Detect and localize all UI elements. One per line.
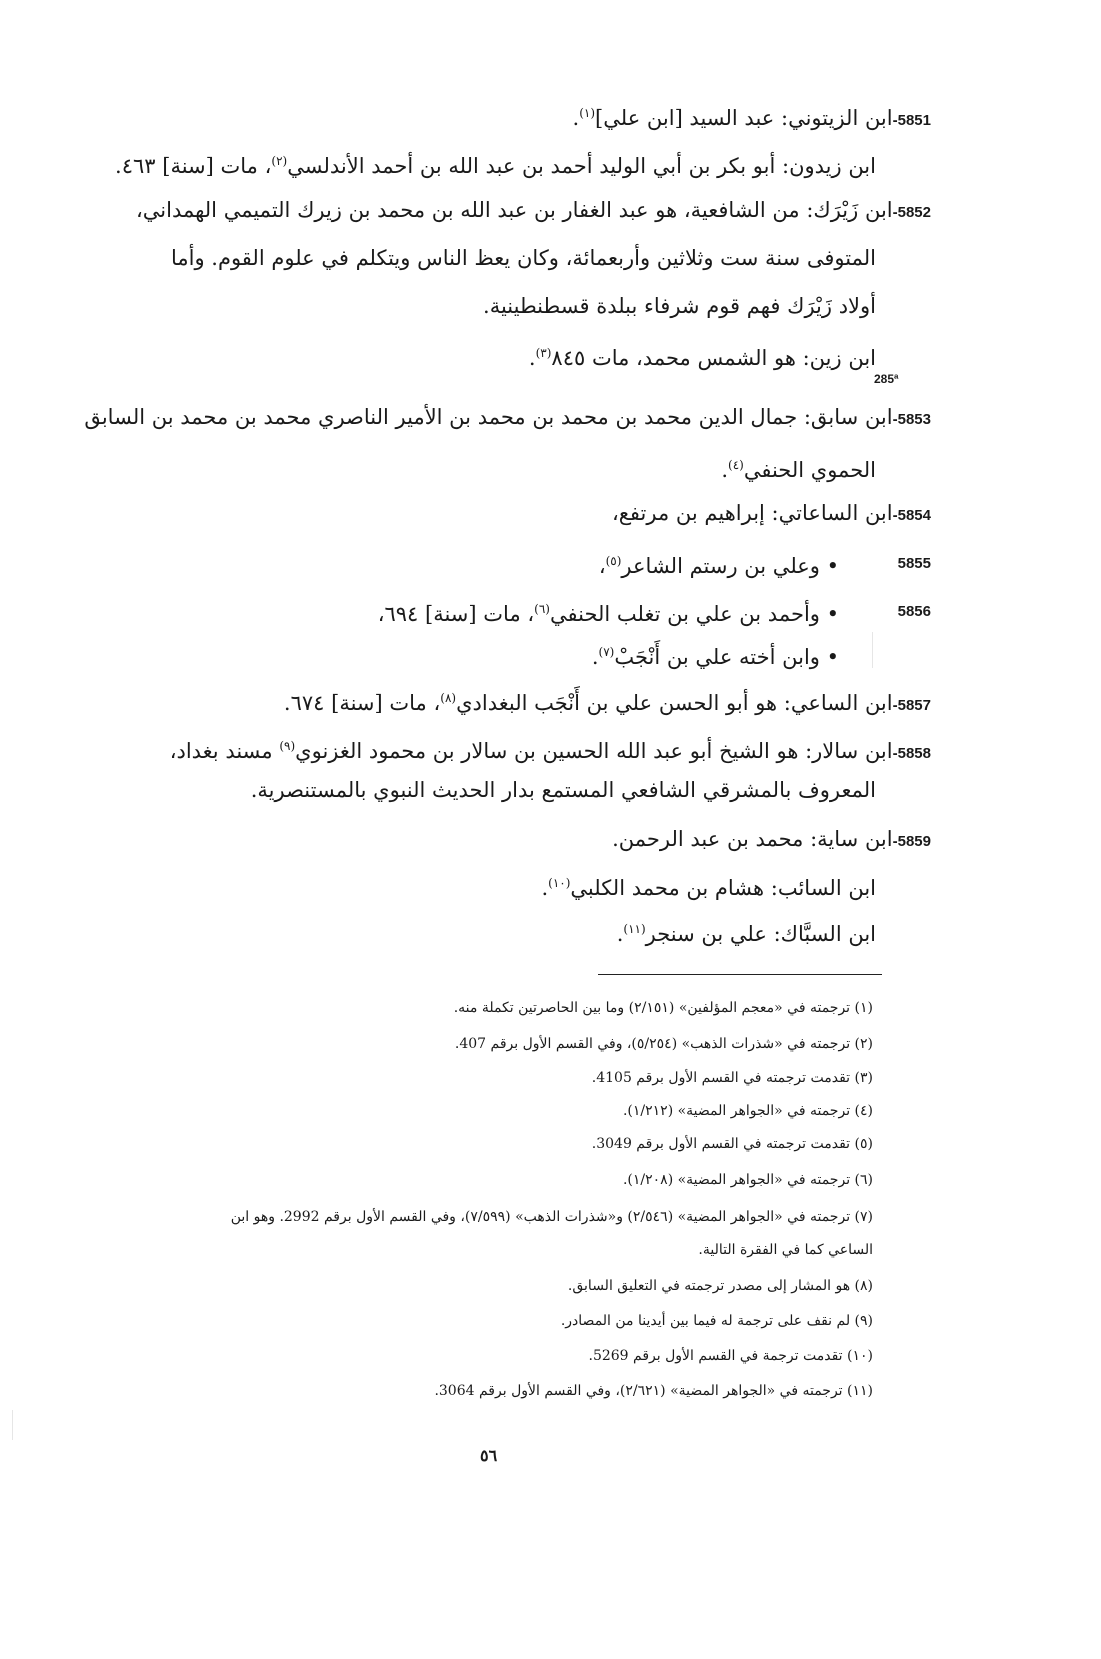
footnote-6: (٦) ترجمته في «الجواهر المضية» (١/٢٠٨). <box>622 1172 873 1188</box>
entry-5858-cont <box>251 775 876 805</box>
entry-tail: . <box>591 645 599 669</box>
entry-5851 <box>573 98 931 136</box>
scan-artifact <box>872 632 873 668</box>
entry-tail: ، مات [سنة] ٦٧٤. <box>283 691 441 715</box>
entry-5854 <box>612 498 931 531</box>
footnote-separator <box>598 974 882 975</box>
entry-text: ابن زيدون: أبو بكر بن أبي الوليد أحمد بن عبد الله بن أحمد الأندلسي <box>287 154 876 178</box>
footnote-ref[interactable]: (٨) <box>440 691 457 705</box>
entry-text: ابن سالار: هو الشيخ أبو عبد الله الحسين بن سالار بن محمود الغزنوي <box>295 739 893 763</box>
footnote-ref[interactable]: (٦) <box>534 602 550 616</box>
footnote-4: (٤) ترجمته في «الجواهر المضية» (١/٢١٢). <box>622 1103 873 1119</box>
footnote-ref[interactable]: (٥) <box>605 554 622 568</box>
entry-text: ابن الزيتوني: عبد السيد [ابن علي] <box>595 106 893 130</box>
entry-5855 <box>599 546 839 581</box>
footnote-ref[interactable]: (٧) <box>598 645 615 659</box>
footnote-ref[interactable]: (٣) <box>535 346 552 360</box>
entry-5853-cont <box>721 450 876 485</box>
entry-tail: ، مات [سنة] ٦٩٤، <box>377 602 535 626</box>
entry-tail: . <box>721 458 729 482</box>
folio-marker: 285ª <box>874 372 899 386</box>
entry-number: 5856 <box>897 603 931 620</box>
entry-number: 5859- <box>892 833 931 850</box>
entry-tail: ، <box>598 554 606 578</box>
footnote-10: (١٠) تقدمت ترجمة في القسم الأول برقم 5269. <box>588 1348 873 1364</box>
entry-5856 <box>378 594 839 629</box>
entry-5859 <box>612 824 931 857</box>
entry-number: 5857- <box>892 697 931 714</box>
entry-5856-number <box>869 594 931 627</box>
footnote-8: (٨) هو المشار إلى مصدر ترجمته في التعليق السابق. <box>567 1278 873 1294</box>
entry-text: • وأحمد بن علي بن تغلب الحنفي <box>549 602 839 626</box>
entry-ibn-zaydun <box>115 146 876 181</box>
entry-number: 5858- <box>892 745 931 762</box>
footnote-7-cont: الساعي كما في الفقرة التالية. <box>698 1242 873 1258</box>
footnote-ref[interactable]: (٩) <box>279 739 296 753</box>
entry-ibn-al-sabbak <box>617 914 876 949</box>
entry-5855-number <box>869 546 931 579</box>
entry-5857 <box>284 683 931 721</box>
scan-artifact <box>12 1410 13 1440</box>
entry-ibn-ukhtihi <box>592 637 839 672</box>
entry-text: ابن ساية: محمد بن عبد الرحمن. <box>612 827 893 851</box>
footnote-5: (٥) تقدمت ترجمته في القسم الأول برقم 3049. <box>591 1136 873 1152</box>
footnote-ref[interactable]: (١) <box>579 106 596 120</box>
footnote-ref[interactable]: (١٠) <box>548 876 571 890</box>
entry-ibn-al-saib <box>541 868 876 903</box>
entry-text: • وابن أخته علي بن أَنْجَبْ <box>614 645 839 669</box>
entry-text: ابن زَيْرَك: من الشافعية، هو عبد الغفار بن عبد الله بن محمد بن زيرك التميمي الهمداني، <box>135 198 893 222</box>
footnote-1: (١) ترجمته في «معجم المؤلفين» (٢/١٥١) وما بين الحاصرتين تكملة منه. <box>453 1000 873 1016</box>
entry-number: 5851- <box>892 112 931 129</box>
footnote-3: (٣) تقدمت ترجمته في القسم الأول برقم 4105. <box>591 1070 873 1086</box>
entry-text: المعروف بالمشرقي الشافعي المستمع بدار الحديث النبوي بالمستنصرية. <box>250 778 876 802</box>
footnote-7: (٧) ترجمته في «الجواهر المضية» (٢/٥٤٦) و«شذرات الذهب» (٧/٥٩٩)، وفي القسم الأول برقم 2992. وهو ابن <box>230 1209 873 1225</box>
entry-tail: ، مات [سنة] ٤٦٣. <box>115 154 272 178</box>
entry-text: ابن الساعي: هو أبو الحسن علي بن أَنْجَب البغدادي <box>456 691 893 715</box>
footnote-ref[interactable]: (٢) <box>271 154 288 168</box>
entry-text: ابن السائب: هشام بن محمد الكلبي <box>570 876 876 900</box>
entry-number: 5855 <box>897 555 931 572</box>
footnote-2: (٢) ترجمته في «شذرات الذهب» (٥/٢٥٤)، وفي القسم الأول برقم 407. <box>454 1036 873 1052</box>
entry-text: المتوفى سنة ست وثلاثين وأربعمائة، وكان يعظ الناس ويتكلم في علوم القوم. وأما <box>170 246 876 270</box>
entry-text: ابن زين: هو الشمس محمد، مات ٨٤٥ <box>551 346 876 370</box>
footnote-ref[interactable]: (١١) <box>623 922 646 936</box>
entry-5852-cont-1 <box>171 243 876 273</box>
entry-ibn-zayn <box>529 338 876 373</box>
entry-text: ابن الساعاتي: إبراهيم بن مرتفع، <box>611 501 893 525</box>
footnote-ref[interactable]: (٤) <box>728 458 744 472</box>
footnote-9: (٩) لم نقف على ترجمة له فيما بين أيدينا من المصادر. <box>560 1313 873 1329</box>
entry-number: 5854- <box>892 507 931 524</box>
entry-text: ابن سابق: جمال الدين محمد بن محمد بن محمد بن الأمير الناصري محمد بن محمد بن السابق <box>84 405 893 429</box>
entry-text: ابن السبَّاك: علي بن سنجر <box>645 922 876 946</box>
entry-number: 5852- <box>892 204 931 221</box>
entry-number: 5853- <box>892 411 931 428</box>
entry-tail: . <box>541 876 549 900</box>
entry-text: الحموي الحنفي <box>743 458 876 482</box>
entry-5852-cont-2 <box>483 291 876 321</box>
entry-text: • وعلي بن رستم الشاعر <box>621 554 839 578</box>
footnote-11: (١١) ترجمته في «الجواهر المضية» (٢/٦٢١)، وفي القسم الأول برقم 3064. <box>434 1383 873 1399</box>
entry-tail: . <box>528 346 536 370</box>
entry-tail: . <box>616 922 624 946</box>
entry-text: أولاد زَيْرَك فهم قوم شرفاء ببلدة قسطنطينية. <box>483 294 876 318</box>
entry-tail: مسند بغداد، <box>169 739 280 763</box>
page-number: ٥٦ <box>480 1446 498 1465</box>
entry-5852 <box>136 195 931 228</box>
entry-5853 <box>84 402 931 435</box>
entry-tail: . <box>572 106 580 130</box>
entry-5858 <box>170 731 931 769</box>
